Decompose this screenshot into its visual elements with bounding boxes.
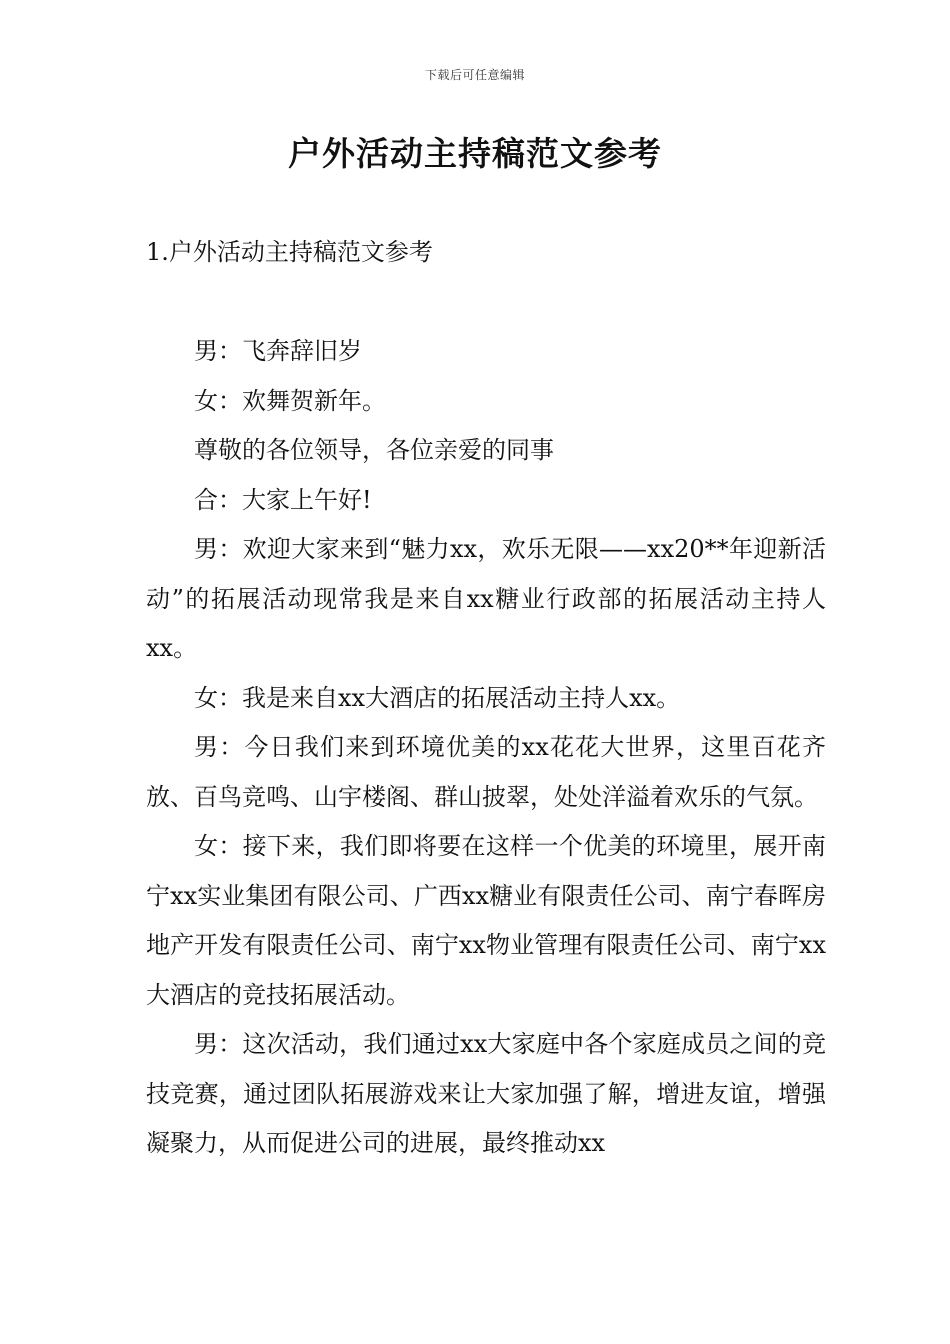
paragraph: 合：大家上午好! bbox=[194, 485, 372, 514]
body-text bbox=[146, 327, 826, 1169]
paragraph: 男：欢迎大家来到“魅力xx，欢乐无限——xx20**年迎新活动”的拓展活动现常我是来自xx糖业行政部的拓展活动主持人xx。 bbox=[146, 535, 826, 662]
paragraph: 女：接下来，我们即将要在这样一个优美的环境里，展开南宁xx实业集团有限公司、广西xx糖业有限责任公司、南宁春晖房地产开发有限责任公司、南宁xx物业管理有限责任公司、南宁xx大酒店的竞技拓展活动。 bbox=[146, 832, 826, 1009]
paragraph: 男：今日我们来到环境优美的xx花花大世界，这里百花齐放、百鸟竞鸣、山宇楼阁、群山披翠，处处洋溢着欢乐的气氛。 bbox=[146, 733, 826, 811]
document-title: 户外活动主持稿范文参考 bbox=[288, 134, 662, 173]
header-note: 下载后可任意编辑 bbox=[424, 68, 525, 82]
paragraph: 男：这次活动，我们通过xx大家庭中各个家庭成员之间的竞技竞赛，通过团队拓展游戏来让大家加强了解，增进友谊，增强凝聚力，从而促进公司的进展，最终推动xx bbox=[146, 1030, 826, 1157]
paragraph: 女：我是来自xx大酒店的拓展活动主持人xx。 bbox=[194, 683, 681, 712]
section-heading: 1.户外活动主持稿范文参考 bbox=[146, 238, 433, 266]
paragraph: 尊敬的各位领导，各位亲爱的同事 bbox=[194, 436, 554, 464]
paragraph: 男：飞奔辞旧岁 bbox=[194, 337, 362, 365]
paragraph: 女：欢舞贺新年。 bbox=[194, 386, 386, 415]
